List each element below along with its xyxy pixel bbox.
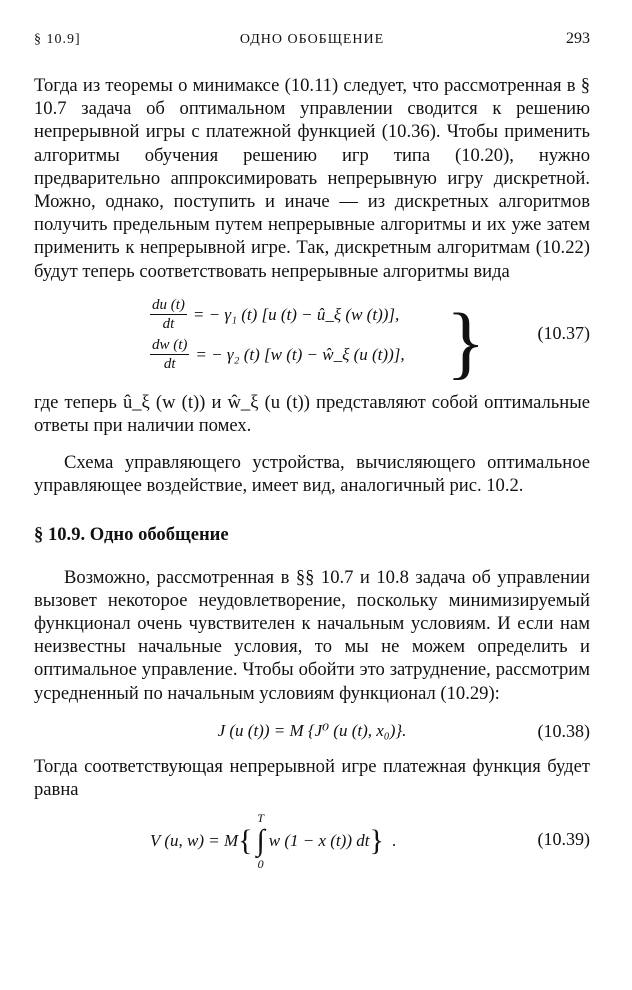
header-title: ОДНО ОБОБЩЕНИЕ [239, 32, 385, 47]
integrand: w (1 − x (t)) dt [268, 831, 370, 851]
closing-brace: } [369, 824, 384, 858]
paragraph-scheme: Схема управляющего устройства, вычисляющего оптимальное управляющее воздействие, имеет вид, аналогичный рис. 10.2. [34, 452, 590, 497]
equation-rhs-1: = − γ₁ (t) [u (t) − û_ξ (w (t))], [192, 304, 400, 324]
header-section-ref: § 10.9] [34, 32, 81, 47]
integral-lower-limit: 0 [257, 857, 264, 872]
equation-lhs-10-39: V (u, w) = M [150, 831, 239, 851]
equation-number-10-37: (10.37) [537, 322, 590, 343]
fraction-du-dt: $\frac{du (t)}{dt}$ [152, 297, 185, 333]
equation-10-37 [34, 295, 590, 387]
equation-10-38 [34, 711, 590, 751]
equation-formula-10-38: J (u (t)) = M {J⁰ (u (t), x₀)}. [217, 720, 407, 740]
integral-upper-limit: T [257, 811, 264, 826]
equation-rhs-2: = − γ₂ (t) [w (t) − ŵ_ξ (u (t))], [195, 344, 405, 364]
equation-number-10-39: (10.39) [537, 829, 590, 850]
equation-number-10-38: (10.38) [537, 720, 590, 741]
paragraph-optimal-responses: где теперь û_ξ (w (t)) и ŵ_ξ (u (t)) представляют собой оптимальные ответы при наличии помех. [34, 391, 590, 437]
equation-line-du [34, 295, 590, 335]
paragraph-minimax: Тогда из теоремы о минимаксе (10.11) следует, что рассмотренная в § 10.7 задача об оптимальном управлении сводится к решению непрерывной игры с платежной функцией (10.36). Чтобы применить алгоритмы обучения решению игр типа (10.20), нужно предварительно аппроксимировать непрерывную игру дискретной. Можно, однако, поступить и иначе — из дискретных алгоритмов получить предельным путем непрерывные алгоритмы и их уже затем применить к непрерывной игре. Так, дискретным алгоритмам (10.22) будут теперь соответствовать непрерывные алгоритмы вида [34, 75, 590, 282]
running-header [34, 28, 590, 50]
section-heading: § 10.9. Одно обобщение [34, 523, 229, 545]
paragraph-payoff: Тогда соответствующая непрерывной игре платежная функция будет равна [34, 755, 590, 801]
integral-sign: T ∫ 0 [256, 811, 265, 872]
equation-10-39: V (u, w) = M { T ∫ 0 w (1 − x (t)) dt } . (10.39) [150, 811, 590, 872]
fraction-dw-dt: $\frac{dw (t)}{dt}$ [152, 337, 188, 373]
book-page [34, 28, 590, 877]
left-brace: { [238, 824, 253, 858]
right-brace: } [446, 295, 486, 387]
page-number: 293 [566, 30, 590, 47]
equation-line-dw [34, 335, 590, 375]
paragraph-generalization: Возможно, рассмотренная в §§ 10.7 и 10.8 задача об управлении вызовет некоторое неудовлетворение, поскольку минимизируемый функционал очень чувствителен к начальным условиям. И если нам неизвестны начальные условия, то мы не можем определить и оптимальное управление. Чтобы обойти это затруднение, рассмотрим усредненный по начальным условиям функционал (10.29): [34, 566, 590, 704]
